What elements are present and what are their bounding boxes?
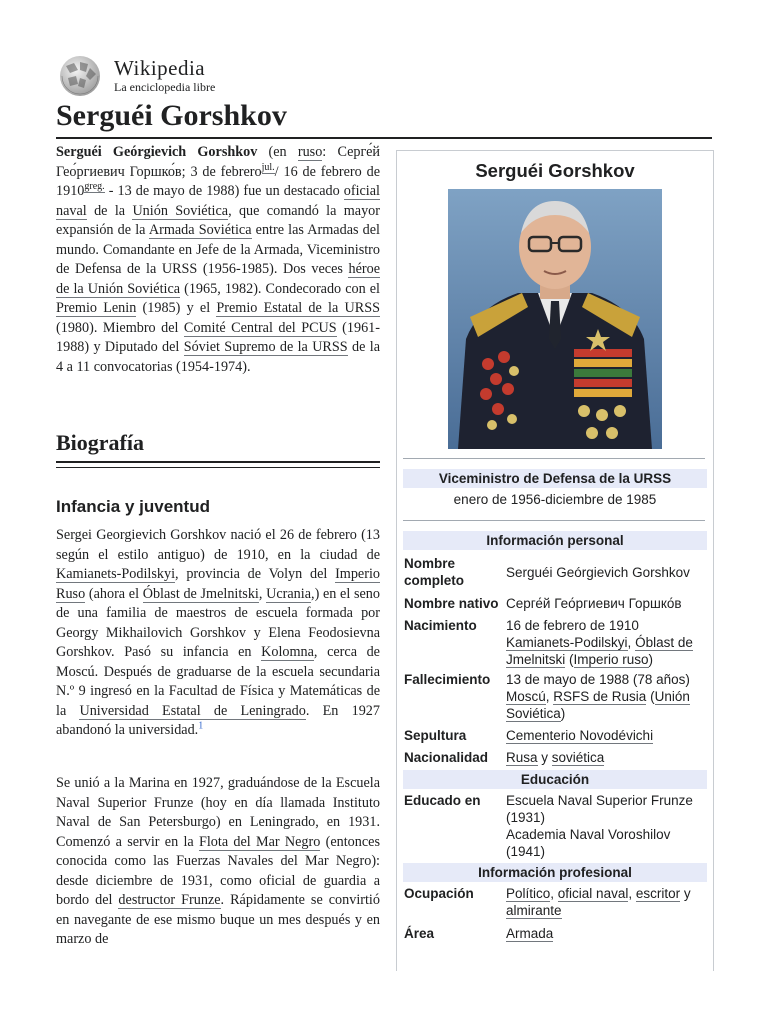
text-run: . Rápidamente se convirtió en navegante de ese mismo buque un mes después y en marzo de (56, 892, 380, 947)
link-ucrania[interactable]: Ucrania (266, 585, 312, 602)
portrait-image[interactable] (448, 189, 662, 449)
link-almirante[interactable]: almirante (506, 903, 562, 918)
text-run: ,) en el seno de una familia de maestros de escuela formada por Georgy Mikhailovich Gorshkov y Elena Feodosievna Gorshkov. Pasó su infancia en (56, 585, 380, 660)
row-value (506, 749, 704, 766)
reference-1[interactable]: 1 (198, 720, 204, 732)
text-run: . En 1927 abandonó la universidad. (56, 702, 380, 738)
row-value (506, 671, 704, 722)
link-premio-lenin[interactable]: Premio Lenin (56, 300, 137, 316)
section-header-personal: Información personal (403, 531, 707, 550)
link-universidad[interactable]: Universidad Estatal de Leningrado (79, 702, 306, 719)
text-run: ) (648, 652, 654, 667)
text-run: ( (646, 689, 655, 704)
wikipedia-globe-icon (56, 54, 106, 98)
link-escritor[interactable]: escritor (635, 886, 681, 901)
row-label: Nombre nativo (404, 596, 499, 611)
row-label: Nacimiento (404, 618, 477, 633)
death-date: 13 de mayo de 1988 (78 años) (506, 672, 690, 687)
text-run: (1961-1988) y Diputado del (56, 319, 380, 355)
link-greg[interactable]: greg. (84, 181, 105, 193)
text-run: (1985) y el (136, 300, 217, 316)
row-label: Nacionalidad (404, 750, 489, 765)
text-run: (entonces conocida como las Fuerzas Navales del Mar Negro): desde diciembre de 1931, como oficial de guardia a bordo del (56, 833, 380, 908)
link-moscu[interactable]: Moscú (506, 689, 546, 704)
text-run: ) (560, 706, 566, 721)
link-soviet-supremo[interactable]: Sóviet Supremo de la URSS (183, 339, 348, 355)
bio-paragraph-1 (56, 526, 380, 741)
row-label: Área (404, 926, 435, 941)
row-value: Серге́й Гео́ргиевич Горшко́в (506, 596, 682, 611)
infobox (396, 150, 714, 971)
text-run: , (627, 635, 636, 650)
link-sovietica[interactable]: soviética (551, 750, 605, 765)
text-run: : Серге́й Гео́ргиевич Горшко́в; 3 de febrero (56, 144, 380, 180)
lead-name: Serguéi Geórgievich Gorshkov (56, 144, 258, 160)
text-run: de la (86, 202, 133, 219)
link-armada-sovietica[interactable]: Armada Soviética (148, 222, 252, 238)
lead-section (56, 143, 380, 377)
link-heroe[interactable]: héroe de la Unión Soviética (56, 261, 380, 297)
text-run: (1965, 1982). Condecorado con el (180, 280, 380, 297)
link-comite-central[interactable]: Comité Central del PCUS (183, 319, 337, 336)
link-premio-estatal[interactable]: Premio Estatal de la URSS (216, 300, 380, 316)
link-naval[interactable]: naval (56, 202, 87, 219)
link-oblast[interactable]: Óblast de Jmelnitski (506, 635, 693, 667)
office-title-header: Viceministro de Defensa de la URSS (403, 469, 707, 488)
wikipedia-tagline: La enciclopedia libre (114, 80, 216, 94)
section-header-education: Educación (403, 770, 707, 789)
wikipedia-wordmark: Wikipedia (114, 56, 206, 80)
title-divider (56, 137, 712, 139)
link-union-sovietica[interactable]: Unión Soviética (506, 689, 690, 721)
office-dates: enero de 1956-diciembre de 1985 (453, 492, 657, 507)
row-value: Serguéi Geórgievich Gorshkov (506, 565, 690, 580)
row-value (506, 792, 704, 860)
link-rsfs-rusia[interactable]: RSFS de Rusia (553, 689, 647, 704)
section-heading-biografia: Biografía (56, 430, 144, 455)
row-value (506, 727, 704, 744)
text-run: , (550, 886, 558, 901)
text-run: (en (257, 144, 298, 160)
text-run: (ahora el (85, 585, 143, 602)
section-divider (56, 461, 380, 463)
link-oblast[interactable]: Óblast de Jmelnitski (142, 585, 259, 602)
link-politico[interactable]: Político (506, 886, 551, 901)
link-imperio-ruso[interactable]: Imperio Ruso (56, 566, 380, 602)
row-label: Nombre completo (404, 556, 465, 588)
bio-paragraph-2 (56, 774, 380, 950)
birth-date: 16 de febrero de 1910 (506, 618, 639, 633)
education-item: Escuela Naval Superior Frunze (1931) (506, 793, 693, 825)
link-destructor-frunze[interactable]: destructor Frunze (118, 892, 221, 908)
infobox-divider (403, 520, 705, 521)
link-oficial-naval[interactable]: oficial naval (557, 886, 629, 901)
text-run: / 16 de febrero de 1910 (56, 163, 380, 199)
link-jul[interactable]: jul. (261, 161, 275, 173)
text-run: - 13 de mayo de 1988) fue un destacado (104, 183, 344, 199)
text-run: , que comandó la mayor expansión de la (56, 202, 380, 238)
link-rusa[interactable]: Rusa (506, 750, 538, 765)
subsection-heading-infancia: Infancia y juventud (56, 497, 210, 516)
text-run: entre las Armadas del mundo. Comandante en Jefe de la Armada, Viceministro de Defensa de la URSS (1956-1985). Dos veces (56, 222, 380, 277)
link-union-sovietica[interactable]: Unión Soviética (132, 202, 229, 219)
infobox-title: Serguéi Gorshkov (475, 160, 635, 181)
wikipedia-logo[interactable] (56, 54, 236, 98)
link-ruso[interactable]: ruso (297, 144, 323, 160)
text-run: ( (565, 652, 574, 667)
row-value (506, 617, 704, 668)
infobox-divider (403, 458, 705, 459)
row-label: Educado en (404, 793, 481, 808)
text-run: , (258, 585, 267, 602)
text-run: (1980). Miembro del (56, 319, 184, 336)
link-cementerio[interactable]: Cementerio Novodévichi (506, 728, 654, 743)
text-run: , cerca de Moscú. Después de graduarse de la escuela secundaria N.º 9 ingresó en la Facultad de Física y Matemáticas de la (56, 644, 380, 719)
link-kamianets[interactable]: Kamianets-Podilskyi (506, 635, 628, 650)
row-value (506, 925, 704, 942)
text-run: Sergei Georgievich Gorshkov nació el 26 de febrero (13 según el estilo antiguo) de 1910, en la ciudad de (56, 527, 380, 563)
page-title: Serguéi Gorshkov (56, 99, 287, 132)
text-run: , provincia de Volyn del (175, 566, 336, 582)
text-run: de la 4 a 11 convocatorias (1954-1974). (56, 339, 381, 375)
row-label: Sepultura (404, 728, 467, 743)
text-run: y (537, 750, 552, 765)
text-run: , (628, 886, 636, 901)
text-run: Se unió a la Marina en 1927, graduándose de la Escuela Naval Superior Frunze (hoy en día llamada Instituto Naval de San Petersburgo) en Leningrado, en 1931. Comenzó a servir en la (56, 775, 380, 850)
link-flota-mar-negro[interactable]: Flota del Mar Negro (198, 833, 321, 850)
lead-paragraph (56, 143, 380, 377)
link-kolomna[interactable]: Kolomna (261, 644, 314, 660)
education-item: Academia Naval Voroshilov (1941) (506, 827, 671, 859)
link-imperio-ruso[interactable]: Imperio ruso (573, 652, 649, 667)
section-header-professional: Información profesional (403, 863, 707, 882)
link-oficial[interactable]: oficial (343, 183, 380, 199)
row-value (506, 885, 704, 919)
link-armada[interactable]: Armada (506, 926, 554, 941)
section-divider (56, 467, 380, 468)
text-run: , (545, 689, 554, 704)
link-kamianets[interactable]: Kamianets-Podilskyi (56, 566, 176, 582)
text-run: y (680, 886, 691, 901)
row-label: Fallecimiento (404, 672, 491, 687)
row-label: Ocupación (404, 886, 474, 901)
